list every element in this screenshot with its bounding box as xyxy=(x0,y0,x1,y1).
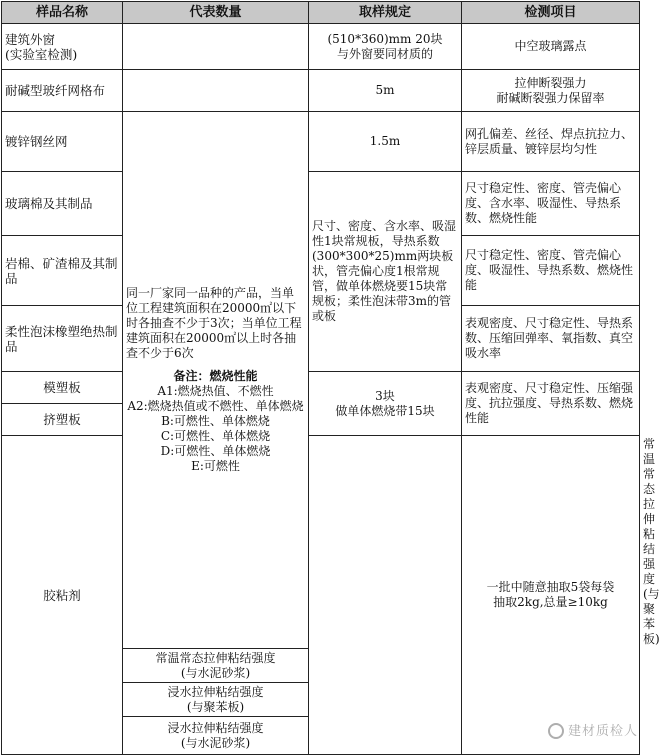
adhesive-test-3-line-2: (与聚苯板) xyxy=(186,699,245,714)
adhesive-sampling-line-1: 一批中随意抽取5袋每袋 xyxy=(486,580,615,594)
sampling-adhesive xyxy=(462,436,640,755)
note-a1: A1:燃烧热值、不燃性 xyxy=(157,384,274,398)
header-test-items: 检测项目 xyxy=(462,2,640,24)
sample-name-rockwool: 岩棉、矿渣棉及其制品 xyxy=(2,236,123,306)
sampling-window xyxy=(309,24,462,70)
sample-name-glasswool: 玻璃棉及其制品 xyxy=(2,172,123,236)
note-title: 备注：燃烧性能 xyxy=(173,369,258,383)
header-quantity: 代表数量 xyxy=(123,2,309,24)
sample-name-xps: 挤塑板 xyxy=(2,404,123,436)
adhesive-test-4-line-2: (与水泥砂浆) xyxy=(180,735,251,750)
header-sample-name: 样品名称 xyxy=(2,2,123,24)
sample-name-window xyxy=(2,24,123,70)
window-name-line-1: 建筑外窗 xyxy=(5,31,56,47)
mesh-test-line-1: 拉伸断裂强力 xyxy=(514,75,587,90)
board-sampling-line-1: 3块 xyxy=(375,388,395,403)
sampling-board xyxy=(309,372,462,436)
adhesive-test-3-line-1: 浸水拉伸粘结强度 xyxy=(167,684,264,699)
test-adhesive-2 xyxy=(123,649,309,683)
header-row xyxy=(2,2,640,24)
table-row xyxy=(2,70,640,112)
adhesive-test-2-line-1: 常温常态拉伸粘结强度 xyxy=(155,650,276,665)
test-wire: 网孔偏差、丝径、焊点抗拉力、锌层质量、镀锌层均匀性 xyxy=(462,112,640,172)
table-row xyxy=(2,112,640,172)
test-rockwool: 尺寸稳定性、密度、管壳偏心度、吸湿性、导热系数、燃烧性能 xyxy=(462,236,640,306)
sample-name-adhesive: 胶粘剂 xyxy=(2,436,123,755)
note-a2: A2:燃烧热值或不燃性、单体燃烧 xyxy=(127,399,304,413)
sample-name-eps: 模塑板 xyxy=(2,372,123,404)
sample-name-mesh: 耐碱型玻纤网格布 xyxy=(2,70,123,112)
note-b: B:可燃性、单体燃烧 xyxy=(161,414,270,428)
quantity-cell-adhesive xyxy=(309,436,462,755)
watermark-text: 建材质检人 xyxy=(567,723,638,739)
note-e: E:可燃性 xyxy=(191,459,240,473)
sampling-wire: 1.5m xyxy=(309,112,462,172)
mesh-test-line-2: 耐碱断裂强力保留率 xyxy=(496,90,605,105)
sampling-insulation: 尺寸、密度、含水率、吸湿性1块常规板，导热系数(300*300*25)mm两块板状，管壳偏心度1根常规管，做单体燃烧要15块常规板；柔性泡沫带3m的管或板 xyxy=(309,172,462,372)
window-name-line-2: (实验室检测) xyxy=(5,46,78,62)
watermark-logo-icon xyxy=(548,723,564,739)
test-mesh xyxy=(462,70,640,112)
test-window: 中空玻璃露点 xyxy=(462,24,640,70)
table-row: 胶粘剂 一批中随意抽取5袋每袋 抽取2kg,总量≥10kg 常温常态拉伸粘结强度 (与聚苯板) xyxy=(2,436,640,649)
quantity-cell-mesh xyxy=(123,70,309,112)
window-sampling-line-2: 与外窗要同材质的 xyxy=(336,46,433,61)
quantity-text: 同一厂家同一品种的产品，当单位工程建筑面积在20000㎡以下时各抽查不少于3次；当单位工程建筑面积在20000㎡以上时各抽查不少于6次 xyxy=(126,286,302,360)
adhesive-sampling-line-2: 抽取2kg,总量≥10kg xyxy=(493,595,608,609)
quantity-cell-window xyxy=(123,24,309,70)
watermark xyxy=(548,720,638,740)
test-foam: 表观密度、尺寸稳定性、导热系数、压缩回弹率、氧指数、真空吸水率 xyxy=(462,306,640,372)
table-row xyxy=(2,24,640,70)
sample-name-foam: 柔性泡沫橡塑绝热制品 xyxy=(2,306,123,372)
sample-name-wire: 镀锌钢丝网 xyxy=(2,112,123,172)
sampling-mesh: 5m xyxy=(309,70,462,112)
table-row xyxy=(2,172,640,236)
note-c: C:可燃性、单体燃烧 xyxy=(160,429,271,443)
note-d: D:可燃性、单体燃烧 xyxy=(160,444,271,458)
test-adhesive-3 xyxy=(123,683,309,717)
adhesive-test-2-line-2: (与水泥砂浆) xyxy=(180,665,251,680)
board-sampling-line-2: 做单体燃烧带15块 xyxy=(335,403,435,418)
window-sampling-line-1: (510*360)mm 20块 xyxy=(327,31,443,46)
quantity-block xyxy=(123,112,309,649)
header-sampling-rule: 取样规定 xyxy=(309,2,462,24)
table-row xyxy=(2,372,640,404)
adhesive-test-4-line-1: 浸水拉伸粘结强度 xyxy=(167,720,264,735)
test-adhesive-4 xyxy=(123,717,309,755)
test-glasswool: 尺寸稳定性、密度、管壳偏心度、含水率、吸湿性、导热系数、燃烧性能 xyxy=(462,172,640,236)
test-eps: 表观密度、尺寸稳定性、压缩强度、抗拉强度、导热系数、燃烧性能 xyxy=(462,372,640,436)
